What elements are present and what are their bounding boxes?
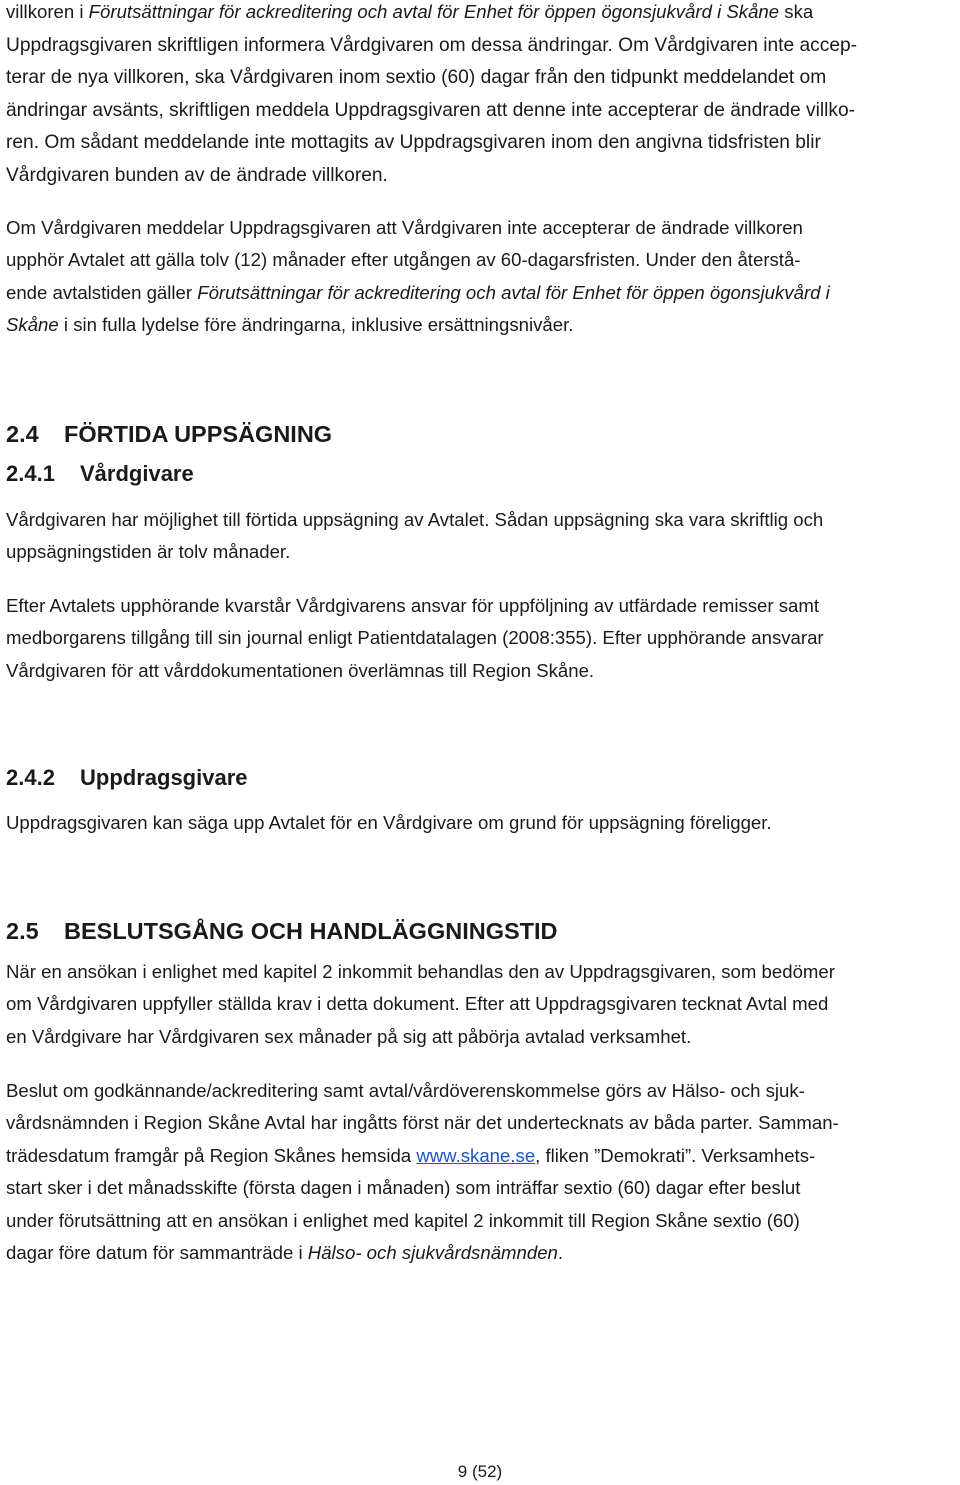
page-number: 9 (52) bbox=[457, 1462, 503, 1481]
italic-committee-name: Hälso- och sjukvårdsnämnden bbox=[307, 1242, 558, 1264]
text-line: om Vårdgivaren uppfyller ställda krav i detta dokument. Efter att Uppdragsgivaren tecknat Avtal med bbox=[6, 993, 829, 1015]
text-line: Vårdgivaren för att vårddokumentationen överlämnas till Region Skåne. bbox=[6, 659, 595, 681]
text-line: Vårdgivaren har möjlighet till förtida uppsägning av Avtalet. Sådan uppsägning ska vara skriftlig och bbox=[6, 509, 824, 530]
section-title: Uppdragsgivare bbox=[80, 765, 248, 790]
text-line: Uppdragsgivaren skriftligen informera Vårdgivaren om dessa ändringar. Om Vårdgivaren inte accep- bbox=[6, 34, 858, 56]
paragraph-application-handling bbox=[6, 956, 958, 1053]
text-segment: dagar före datum för sammanträde i bbox=[6, 1242, 308, 1264]
text-line bbox=[6, 1140, 958, 1172]
skane-website-link[interactable]: www.skane.se bbox=[416, 1144, 536, 1166]
text-line: Vårdgivaren bunden av de ändrade villkoren. bbox=[6, 164, 388, 186]
section-title: BESLUTSGÅNG OCH HANDLÄGGNINGSTID bbox=[64, 918, 558, 944]
text-line: en Vårdgivare har Vårdgivaren sex månader på sig att påbörja avtalad verksamhet. bbox=[6, 1025, 692, 1047]
text-segment: villkoren i bbox=[6, 1, 89, 22]
paragraph-termination-notice bbox=[6, 212, 958, 342]
italic-document-title: Skåne bbox=[6, 314, 59, 336]
text-line: start sker i det månadsskifte (första dagen i månaden) som inträffar sextio (60) dagar efter beslut bbox=[6, 1177, 801, 1199]
text-line: upphör Avtalet att gälla tolv (12) månader efter utgången av 60-dagarsfristen. Under den återstå- bbox=[6, 249, 801, 271]
text-line: När en ansökan i enlighet med kapitel 2 inkommit behandlas den av Uppdragsgivaren, som bedömer bbox=[6, 961, 835, 982]
text-line bbox=[6, 1237, 958, 1269]
italic-document-title: Förutsättningar för ackreditering och avtal för Enhet för öppen ögonsjukvård i Skåne bbox=[88, 1, 780, 22]
text-segment: ende avtalstiden gäller bbox=[6, 281, 198, 303]
paragraph-terms-change bbox=[6, 0, 958, 192]
text-line: ändringar avsänts, skriftligen meddela Uppdragsgivaren att denne inte accepterar de ändrade villko- bbox=[6, 99, 856, 121]
text-segment: trädesdatum framgår på Region Skånes hemsida bbox=[6, 1144, 417, 1166]
text-line: Uppdragsgivaren kan säga upp Avtalet för en Vårdgivare om grund för uppsägning föreligger. bbox=[6, 812, 772, 833]
text-segment: , fliken ”Demokrati”. Verksamhets- bbox=[535, 1144, 816, 1166]
text-line: Efter Avtalets upphörande kvarstår Vårdgivarens ansvar för uppföljning av utfärdade remisser samt bbox=[6, 595, 820, 616]
section-heading-2-4-2 bbox=[6, 765, 248, 791]
text-segment: . bbox=[557, 1242, 564, 1264]
section-title: Vårdgivare bbox=[80, 461, 194, 486]
text-line bbox=[6, 309, 958, 341]
section-heading-2-4 bbox=[6, 420, 332, 448]
text-line: uppsägningstiden är tolv månader. bbox=[6, 541, 291, 563]
text-line: terar de nya villkoren, ska Vårdgivaren inom sextio (60) dagar från den tidpunkt meddelandet om bbox=[6, 67, 827, 88]
text-line: Om Vårdgivaren meddelar Uppdragsgivaren att Vårdgivaren inte accepterar de ändrade villkoren bbox=[6, 217, 803, 238]
text-line: Beslut om godkännande/ackreditering samt avtal/vårdöverenskommelse görs av Hälso- och sjuk- bbox=[6, 1080, 805, 1101]
section-number: 2.4 bbox=[6, 421, 39, 447]
paragraph-decision-process bbox=[6, 1075, 958, 1269]
section-title: FÖRTIDA UPPSÄGNING bbox=[64, 421, 333, 447]
paragraph-provider-termination bbox=[6, 504, 958, 569]
text-line: under förutsättning att en ansökan i enlighet med kapitel 2 inkommit till Region Skåne sextio (60) bbox=[6, 1209, 800, 1231]
italic-document-title: Förutsättningar för ackreditering och avtal för Enhet för öppen ögonsjukvård i bbox=[197, 281, 830, 303]
text-line bbox=[6, 0, 958, 30]
text-line: ren. Om sådant meddelande inte mottagits av Uppdragsgivaren inom den angivna tidsfristen blir bbox=[6, 132, 821, 153]
text-line: medborgarens tillgång till sin journal enligt Patientdatalagen (2008:355). Efter upphörande ansvarar bbox=[6, 627, 824, 649]
section-number: 2.5 bbox=[6, 918, 39, 944]
section-number: 2.4.2 bbox=[6, 765, 55, 790]
paragraph-post-termination-responsibility bbox=[6, 590, 958, 687]
text-segment: ska bbox=[779, 1, 814, 22]
section-number: 2.4.1 bbox=[6, 461, 55, 486]
paragraph-client-termination bbox=[6, 807, 958, 839]
text-line bbox=[6, 277, 958, 309]
text-line: vårdsnämnden i Region Skåne Avtal har ingåtts först när det undertecknats av båda parter. Samman- bbox=[6, 1112, 839, 1134]
text-segment: i sin fulla lydelse före ändringarna, inklusive ersättningsnivåer. bbox=[58, 314, 574, 336]
section-heading-2-4-1 bbox=[6, 461, 194, 487]
section-heading-2-5 bbox=[6, 917, 558, 945]
